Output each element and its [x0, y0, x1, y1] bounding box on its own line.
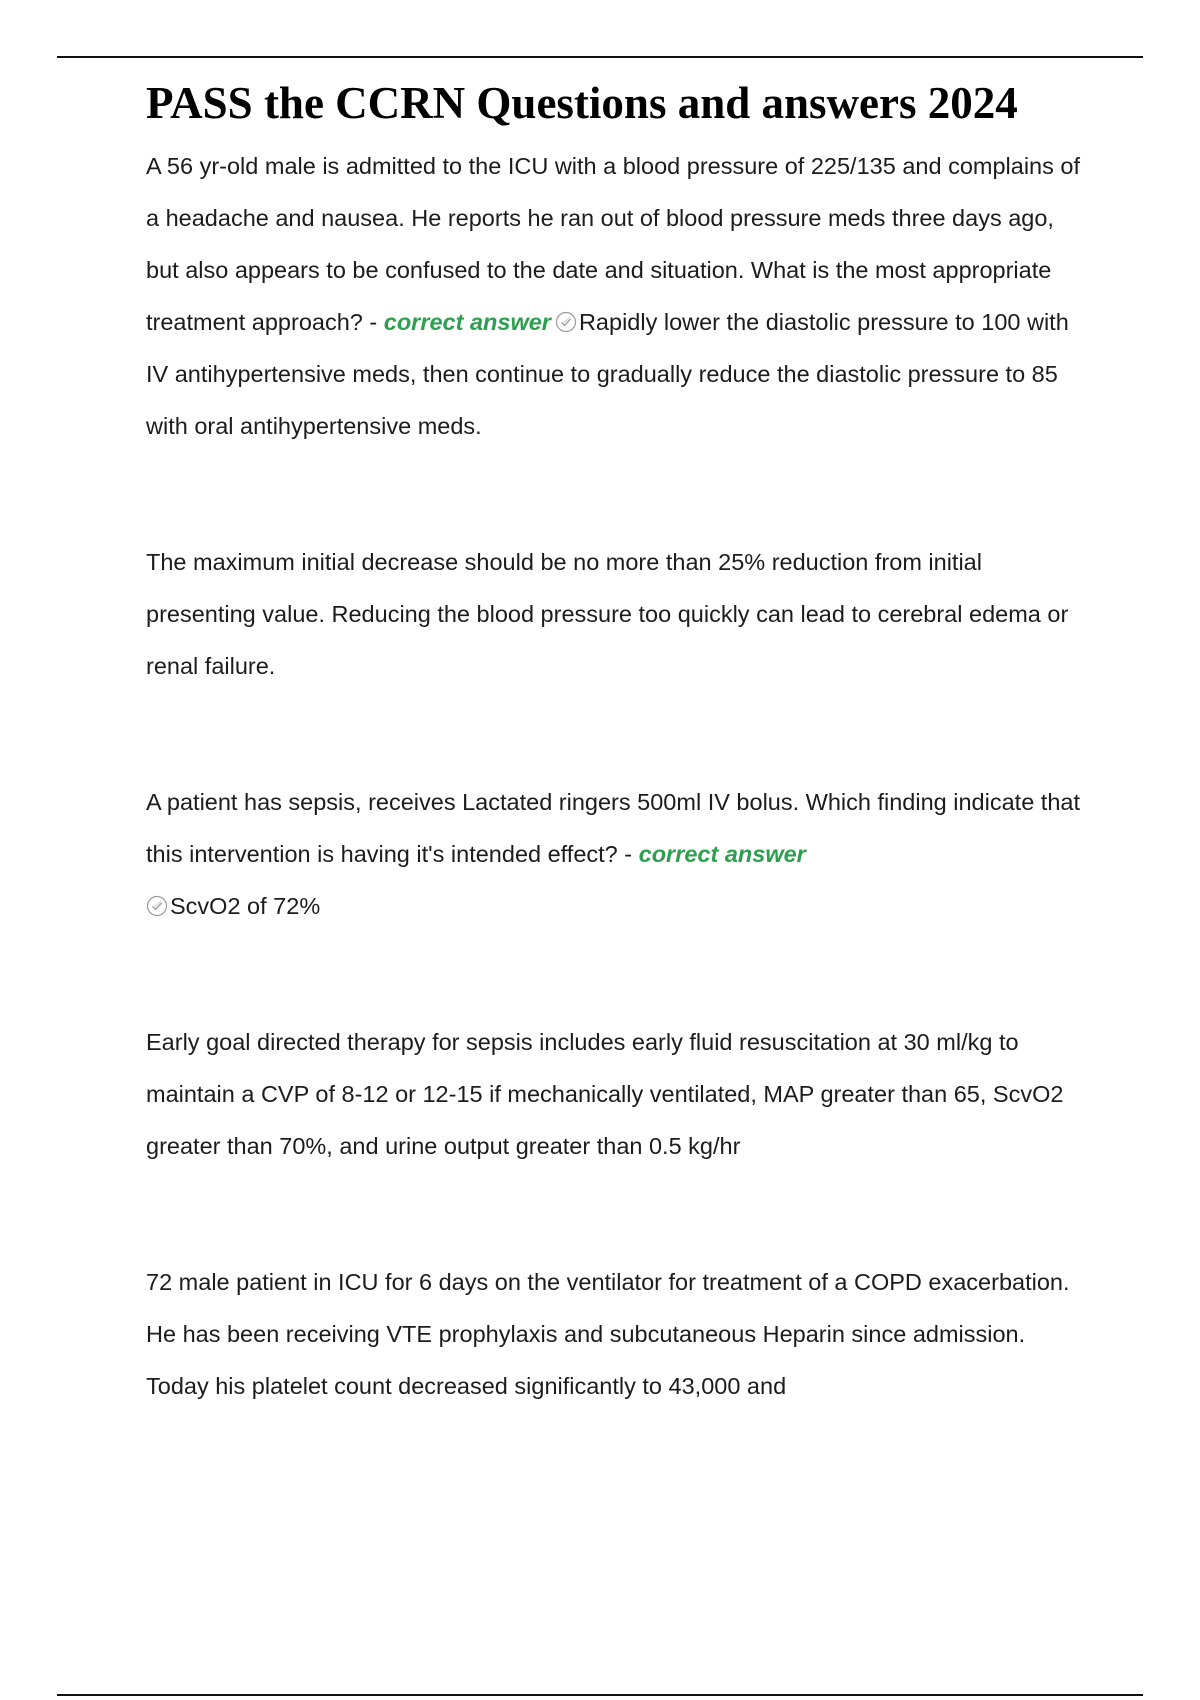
answer-text: Rapidly lower the diastolic pressure to 100 with IV antihypertensive meds, then continue to gradually reduce the diastolic pressure to 85 with oral antihypertensive meds.	[146, 309, 1069, 439]
question-1	[146, 140, 1086, 452]
answer-text: ScvO2 of 72%	[170, 893, 321, 919]
paragraph-gap	[146, 452, 1086, 536]
check-circle-icon	[555, 311, 577, 333]
question-text: A 56 yr-old male is admitted to the ICU with a blood pressure of 225/135 and complains of a headache and nausea. He reports he ran out of blood pressure meds three days ago, but also appears to be confused to the date and situation. What is the most appropriate treatment approach? -	[146, 153, 1080, 335]
question-text: A patient has sepsis, receives Lactated ringers 500ml IV bolus. Which finding indicate that this intervention is having it's intended effect? -	[146, 789, 1080, 867]
page-content	[146, 74, 1086, 1412]
page-title: PASS the CCRN Questions and answers 2024	[146, 78, 1018, 128]
question-3: 72 male patient in ICU for 6 days on the ventilator for treatment of a COPD exacerbation. He has been receiving VTE prophylaxis and subcutaneous Heparin since admission. Today his platelet count decreased significantly to 43,000 and	[146, 1269, 1070, 1399]
correct-answer-label: correct answer	[638, 841, 806, 867]
rationale-1: The maximum initial decrease should be no more than 25% reduction from initial presenting value. Reducing the blood pressure too quickly can lead to cerebral edema or renal failure.	[146, 549, 1069, 679]
rationale-2: Early goal directed therapy for sepsis includes early fluid resuscitation at 30 ml/kg to maintain a CVP of 8-12 or 12-15 if mechanically ventilated, MAP greater than 65, ScvO2 greater than 70%, and urine output greater than 0.5 kg/hr	[146, 1029, 1064, 1159]
check-circle-icon	[146, 895, 168, 917]
paragraph-gap	[146, 692, 1086, 776]
paragraph-gap	[146, 1172, 1086, 1256]
correct-answer-label: correct answer	[383, 309, 551, 335]
question-2	[146, 776, 1086, 932]
top-rule	[57, 56, 1143, 58]
paragraph-gap	[146, 932, 1086, 1016]
bottom-rule	[57, 1694, 1143, 1696]
